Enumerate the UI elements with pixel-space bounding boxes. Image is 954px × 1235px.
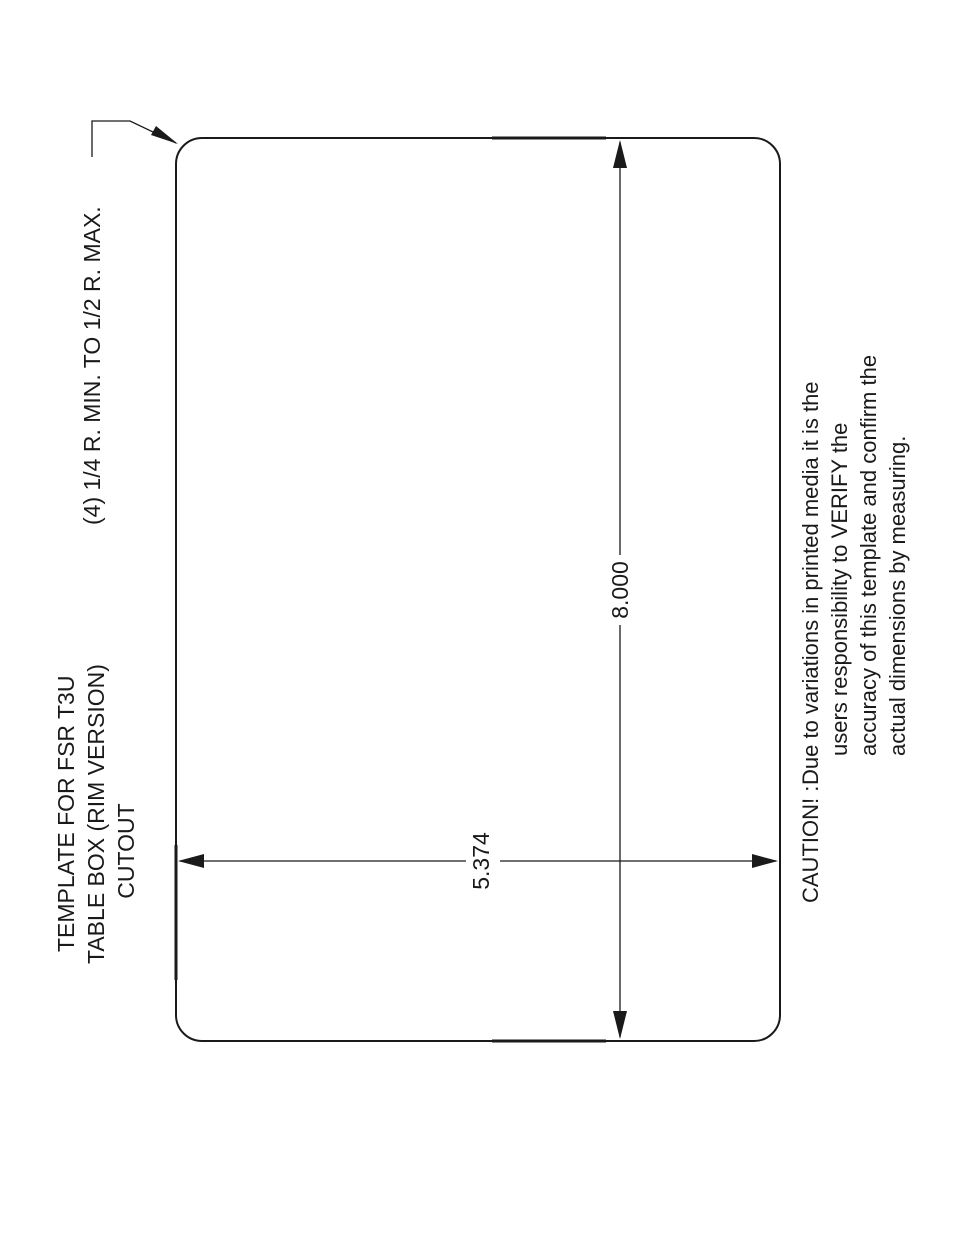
template-title xyxy=(53,664,139,964)
width-arrowhead-right xyxy=(752,854,778,868)
caution-line-2: users responsibility to VERIFY the xyxy=(827,422,852,756)
caution-line-4: actual dimensions by measuring. xyxy=(885,435,910,756)
height-arrowhead-bottom xyxy=(613,1011,627,1039)
height-dimension xyxy=(607,140,633,1039)
width-dimension-label: 5.374 xyxy=(468,832,494,890)
width-arrowhead-left xyxy=(178,854,204,868)
leader-arrowhead xyxy=(151,126,178,144)
cutout-outline xyxy=(176,138,780,1041)
corner-radius-note: (4) 1/4 R. MIN. TO 1/2 R. MAX. xyxy=(79,206,105,525)
height-arrowhead-top xyxy=(613,140,627,168)
caution-line-3: accuracy of this template and confirm the xyxy=(856,354,881,756)
caution-block xyxy=(798,355,910,903)
corner-radius-leader xyxy=(92,121,178,157)
width-dimension xyxy=(178,832,778,890)
title-line-3: CUTOUT xyxy=(113,803,139,899)
caution-prefix: CAUTION! : xyxy=(798,785,823,903)
title-line-1: TEMPLATE FOR FSR T3U xyxy=(53,675,79,952)
caution-line-1: Due to variations in printed media it is the xyxy=(798,381,823,785)
title-line-2: TABLE BOX (RIM VERSION) xyxy=(83,664,109,964)
height-dimension-label: 8.000 xyxy=(607,561,633,619)
